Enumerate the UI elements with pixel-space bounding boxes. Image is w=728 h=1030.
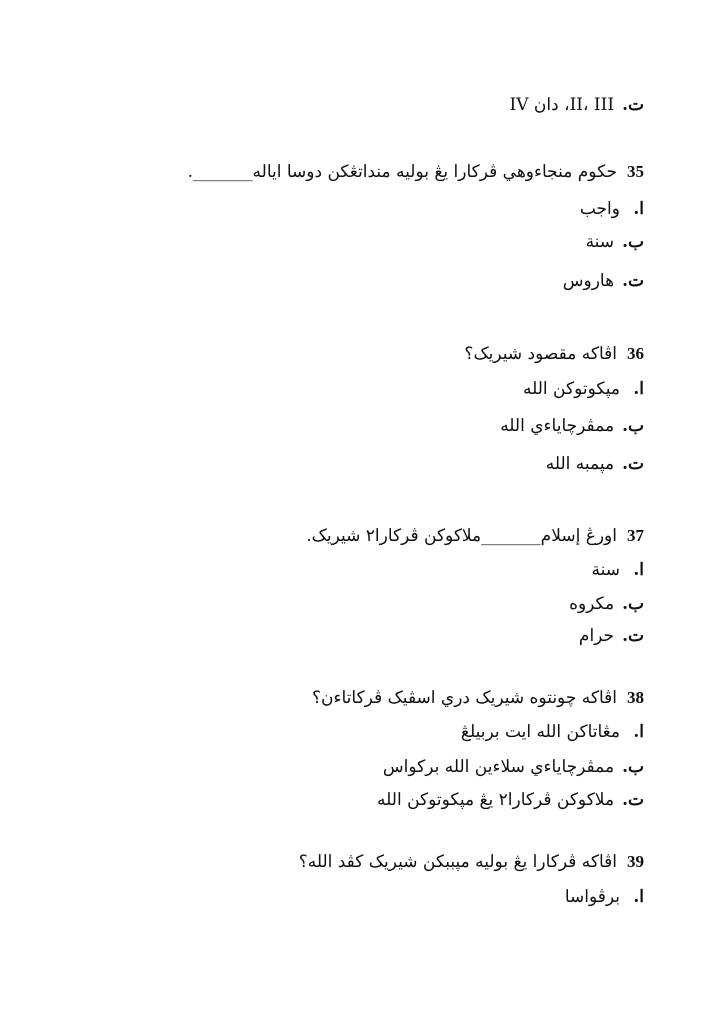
question-36-option-a: [523, 377, 644, 401]
option-marker: ب.: [622, 594, 644, 614]
question-number: 35: [627, 162, 644, 181]
option-marker: ت.: [622, 454, 644, 474]
question-number: 38: [627, 688, 644, 707]
question-37-option-t: [579, 624, 644, 648]
prev-question-option-t: [510, 93, 644, 117]
question-38-option-a: [461, 720, 644, 744]
option-text: مڽمبه الله: [545, 454, 615, 474]
question-number: 36: [627, 344, 644, 363]
question-number: 39: [627, 852, 644, 871]
question-36-option-t: [546, 452, 644, 476]
option-text: ممڤرچاياءي الله: [500, 416, 615, 436]
question-39-option-a: [565, 885, 644, 909]
option-text: مکروه: [569, 594, 615, 614]
option-text: II، III، دان IV: [509, 95, 615, 115]
option-marker: ب.: [622, 416, 644, 436]
question-37: [306, 524, 644, 548]
option-marker: ب.: [622, 757, 644, 777]
option-text: برڤواسا: [564, 887, 620, 907]
question-35-option-a: [580, 197, 644, 221]
option-marker: ا.: [633, 887, 644, 907]
option-marker: ا.: [633, 560, 644, 580]
question-38-option-t: [377, 788, 644, 812]
question-38-option-b: [383, 755, 644, 779]
question-38: [312, 686, 644, 710]
question-39: [299, 850, 644, 874]
question-35-option-b: [586, 230, 644, 254]
option-text: سنة: [585, 232, 615, 252]
option-text: ملاکوکن ڤرکارا٢ يڠ مڽکوتوکن الله: [377, 790, 615, 810]
option-marker: ا.: [633, 722, 644, 742]
option-marker: ب.: [622, 232, 644, 252]
question-36-option-b: [500, 414, 644, 438]
question-text: اڤاکه ڤرکارا يڠ بوليه مڽببکن شيريک کڤد الله؟: [298, 852, 617, 872]
option-text: حرام: [578, 626, 615, 646]
option-marker: ت.: [622, 626, 644, 646]
option-text: مڽکوتوکن الله: [522, 379, 620, 399]
question-text: اورڠ إسلام_______ملاکوکن ڤرکارا٢ شيريک.: [306, 526, 617, 546]
option-marker: ت.: [622, 271, 644, 291]
question-text: اڤاکه مقصود شيريک؟: [464, 344, 617, 364]
question-37-option-a: [592, 558, 645, 582]
option-text: ممڤرچاياءي سلاءين الله برکواس: [382, 757, 615, 777]
option-marker: ت.: [622, 790, 644, 810]
question-number: 37: [627, 526, 644, 545]
option-text: مڠاتاکن الله ايت بربيلڠ: [460, 722, 620, 742]
question-36: [464, 342, 644, 366]
option-text: هاروس: [562, 271, 615, 291]
option-marker: ا.: [633, 379, 644, 399]
option-text: واجب: [579, 199, 620, 219]
question-35: [188, 160, 644, 184]
question-35-option-t: [563, 269, 644, 293]
question-37-option-b: [569, 592, 644, 616]
option-text: سنة: [591, 560, 620, 580]
option-marker: ت.: [622, 95, 644, 115]
question-text: اڤاکه چونتوه شيريک دري اسڤيک ڤرکاتاءن؟: [312, 688, 617, 708]
option-marker: ا.: [633, 199, 644, 219]
question-text: حکوم منجاءوهي ڤرکارا يڠ بوليه منداتڠکن دوسا اياله_______.: [187, 162, 617, 182]
